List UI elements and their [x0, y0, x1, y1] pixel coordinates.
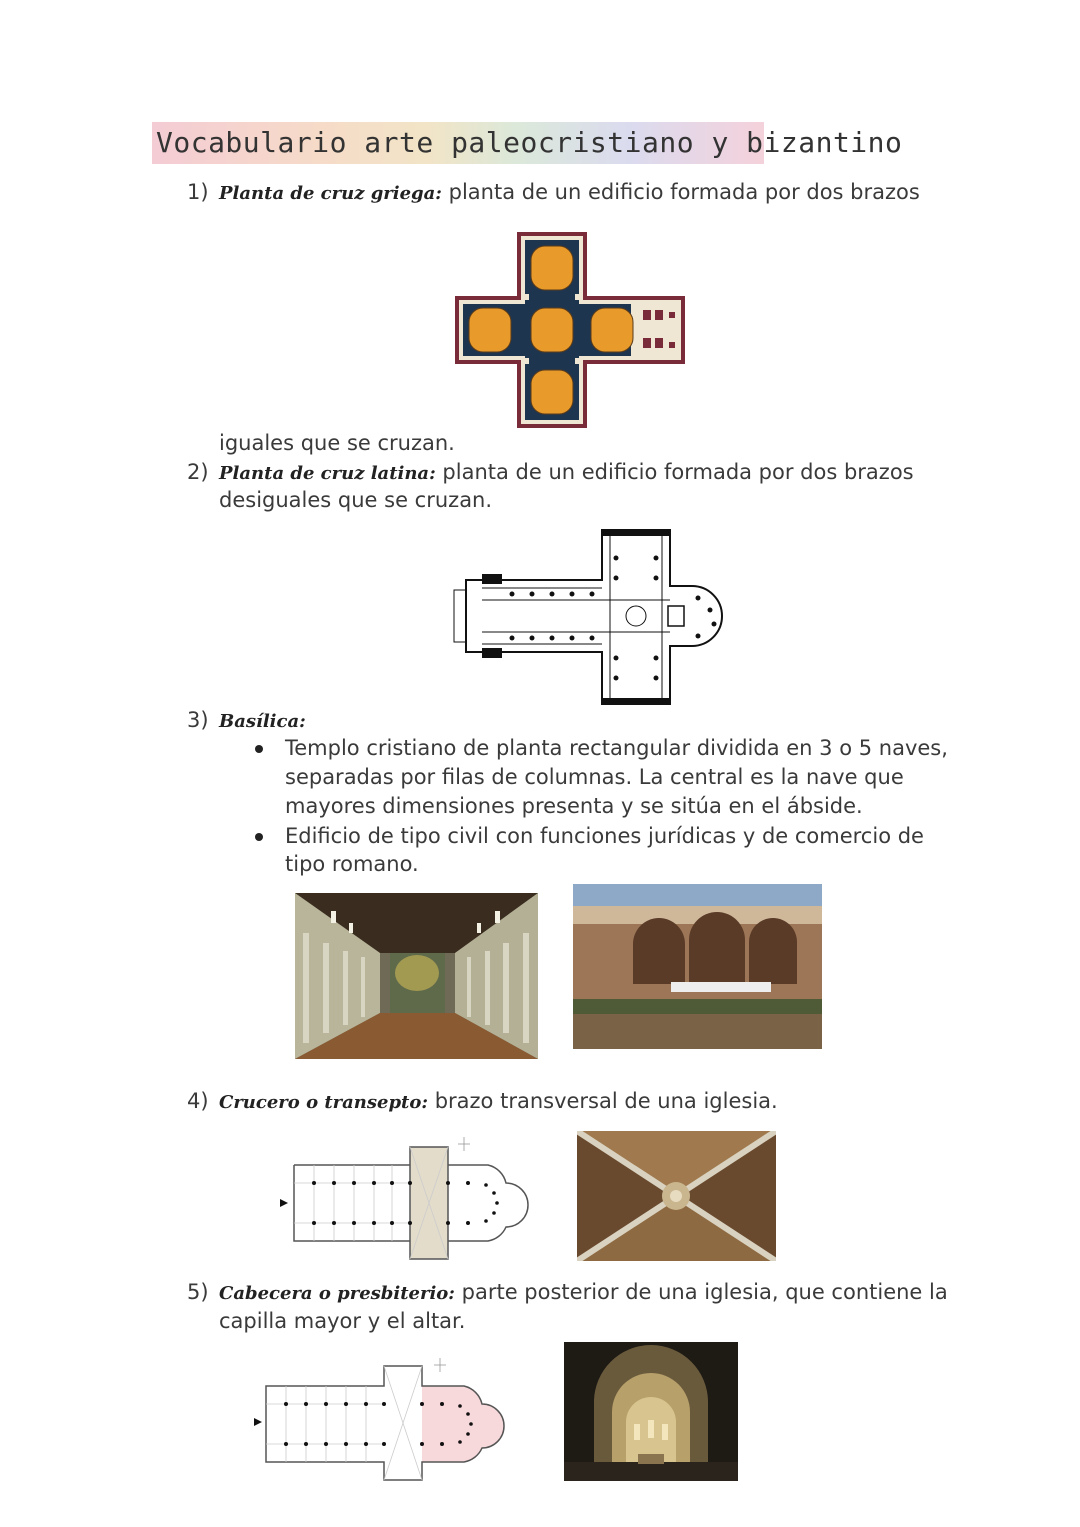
basilica-bullet-1-line-2: separadas por filas de columnas. La central es la nave que — [285, 765, 904, 789]
item-2-line-1 — [219, 460, 914, 484]
basilica-interior-photo — [295, 893, 538, 1059]
item-1-term: Planta de cruz griega: — [219, 183, 442, 204]
item-4-line-1 — [219, 1089, 778, 1113]
item-1-text: planta de un edificio formada por dos brazos — [441, 180, 920, 204]
basilica-ruins-photo — [573, 884, 822, 1049]
item-3-term: Basílica: — [219, 711, 306, 732]
item-4-text: brazo transversal de una iglesia. — [428, 1089, 778, 1113]
basilica-bullet-2-line-2: tipo romano. — [285, 852, 419, 876]
item-1-line-1 — [219, 180, 920, 204]
item-1-line-2: iguales que se cruzan. — [219, 431, 455, 455]
page-title: Vocabulario arte paleocristiano y bizantino — [156, 126, 903, 159]
item-5-text: parte posterior de una iglesia, que contiene la — [454, 1280, 948, 1304]
item-number-4: 4) — [187, 1089, 209, 1113]
bullet-2 — [255, 833, 263, 841]
bullet-1 — [255, 745, 263, 753]
item-5-line-2: capilla mayor y el altar. — [219, 1309, 466, 1333]
item-2-term: Planta de cruz latina: — [219, 463, 436, 484]
item-2-line-2: desiguales que se cruzan. — [219, 488, 493, 512]
item-number-3: 3) — [187, 708, 209, 732]
latin-cross-plan-image — [452, 528, 732, 706]
crossing-vault-photo — [577, 1131, 776, 1261]
greek-cross-plan-image — [453, 230, 687, 430]
item-2-text: planta de un edificio formada por dos brazos — [435, 460, 914, 484]
item-5-term: Cabecera o presbiterio: — [219, 1283, 455, 1304]
basilica-bullet-1-line-3: mayores dimensiones presenta y se sitúa en el ábside. — [285, 794, 863, 818]
apse-interior-photo — [564, 1342, 738, 1481]
basilica-bullet-1-line-1: Templo cristiano de planta rectangular dividida en 3 o 5 naves, — [285, 736, 948, 760]
item-4-term: Crucero o transepto: — [219, 1092, 429, 1113]
basilica-bullet-2-line-1: Edificio de tipo civil con funciones jurídicas y de comercio de — [285, 824, 924, 848]
item-3-line-1 — [219, 708, 306, 732]
item-number-1: 1) — [187, 180, 209, 204]
item-number-2: 2) — [187, 460, 209, 484]
apse-plan-image — [252, 1356, 512, 1483]
item-number-5: 5) — [187, 1280, 209, 1304]
transept-plan-image — [278, 1135, 536, 1262]
item-5-line-1 — [219, 1280, 948, 1304]
